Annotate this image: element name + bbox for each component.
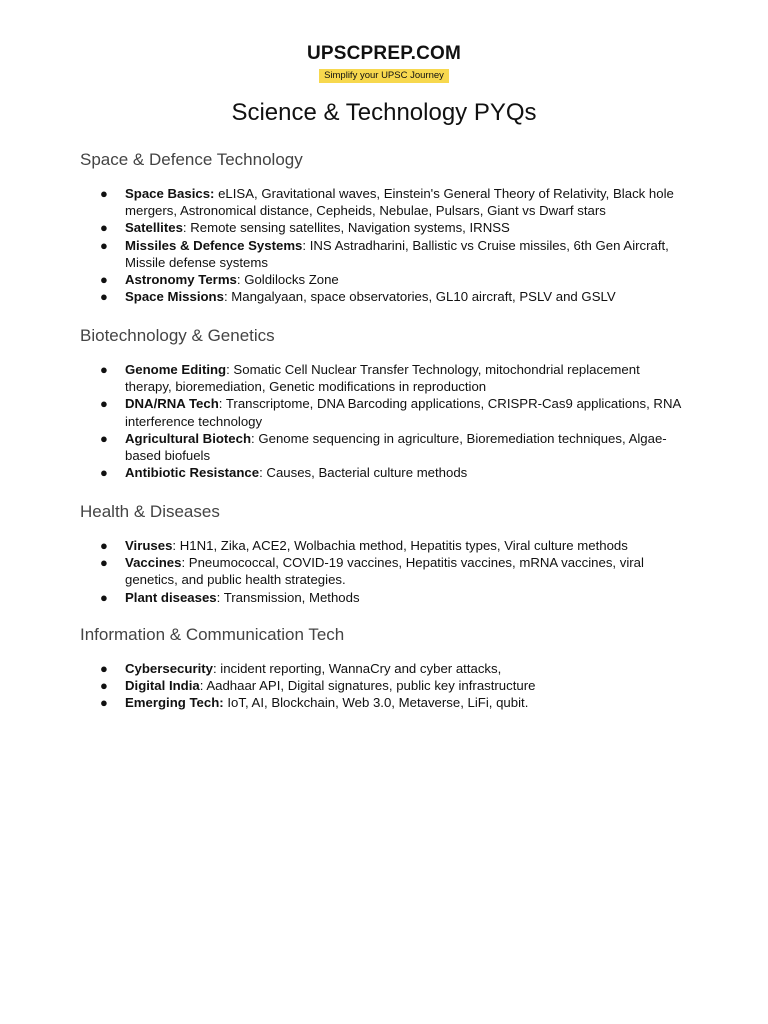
item-label: DNA/RNA Tech	[125, 396, 219, 412]
item-text: : Aadhaar API, Digital signatures, public key infrastructure	[199, 678, 536, 694]
item-label: Viruses	[125, 538, 173, 553]
bullet-icon: ●	[100, 220, 108, 236]
item-text: : Transcriptome, DNA Barcoding applications, CRISPR-Cas9 applications, RNA interference technology	[125, 396, 681, 429]
item-text: : Goldilocks Zone	[236, 272, 339, 288]
bullet-icon: ●	[100, 362, 108, 377]
section-health-diseases	[80, 502, 690, 606]
bullet-icon: ●	[100, 289, 108, 305]
section-heading: Space & Defence Technology	[80, 150, 303, 169]
item-label: Genome Editing	[125, 362, 227, 377]
item-label: Missiles & Defence Systems	[125, 237, 303, 253]
bullet-icon: ●	[100, 589, 108, 605]
list-item	[80, 464, 690, 481]
item-label: Satellites	[125, 220, 183, 236]
bullet-icon: ●	[100, 538, 108, 553]
item-text: : incident reporting, WannaCry and cyber attacks,	[212, 661, 502, 676]
section-ict	[80, 625, 690, 712]
item-label: Astronomy Terms	[125, 272, 237, 288]
section-biotech-genetics	[80, 326, 690, 481]
item-text: IoT, AI, Blockchain, Web 3.0, Metaverse, LiFi, qubit.	[223, 695, 529, 711]
bullet-icon: ●	[100, 465, 108, 481]
item-text: eLISA, Gravitational waves, Einstein's General Theory of Relativity, Black hole mergers, Astronomical distance, Cepheids, Nebulae, Pulsars, Giant vs Dwarf stars	[125, 186, 674, 219]
section-heading: Information & Communication Tech	[80, 625, 345, 644]
brand-header	[0, 43, 768, 83]
bullet-icon: ●	[100, 678, 108, 694]
item-text: : Somatic Cell Nuclear Transfer Technology, mitochondrial replacement therapy, bioremediation, Genetic modifications in reproduction	[125, 362, 640, 395]
list-item	[80, 361, 690, 395]
bullet-icon: ●	[100, 186, 108, 201]
item-text: : Remote sensing satellites, Navigation systems, IRNSS	[182, 220, 510, 236]
list-item	[80, 694, 690, 711]
item-text: : Pneumococcal, COVID-19 vaccines, Hepatitis vaccines, mRNA vaccines, viral genetics, and public health strategies.	[125, 555, 644, 588]
section-heading: Biotechnology & Genetics	[80, 326, 275, 345]
brand-logo: UPSCPREP.COM	[306, 43, 462, 64]
list-item	[80, 271, 690, 288]
item-label: Emerging Tech:	[125, 695, 224, 711]
bullet-icon: ●	[100, 272, 108, 288]
list-item	[80, 185, 690, 219]
list-item	[80, 554, 690, 588]
bullet-list	[80, 537, 690, 606]
bullet-icon: ●	[100, 237, 108, 253]
item-text: : Transmission, Methods	[216, 589, 360, 605]
item-text: : Causes, Bacterial culture methods	[259, 465, 468, 481]
bullet-icon: ●	[100, 430, 108, 446]
bullet-list	[80, 660, 690, 712]
item-label: Plant diseases	[125, 589, 217, 605]
item-label: Digital India	[125, 678, 200, 694]
list-item	[80, 660, 690, 677]
item-text: : Mangalyaan, space observatories, GL10 aircraft, PSLV and GSLV	[223, 289, 616, 305]
item-label: Vaccines	[125, 555, 182, 571]
item-label: Antibiotic Resistance	[125, 465, 260, 481]
bullet-list	[80, 185, 690, 305]
list-item	[80, 677, 690, 694]
item-label: Space Basics:	[125, 186, 215, 201]
list-item	[80, 237, 690, 271]
bullet-icon: ●	[100, 661, 108, 676]
item-text: : H1N1, Zika, ACE2, Wolbachia method, Hepatitis types, Viral culture methods	[172, 538, 628, 553]
list-item	[80, 537, 690, 554]
bullet-icon: ●	[100, 555, 108, 571]
list-item	[80, 288, 690, 305]
section-heading: Health & Diseases	[80, 502, 220, 521]
bullet-list	[80, 361, 690, 481]
list-item	[80, 219, 690, 236]
bullet-icon: ●	[100, 695, 108, 711]
item-text: : INS Astradharini, Ballistic vs Cruise missiles, 6th Gen Aircraft, Missile defense systems	[125, 237, 669, 270]
bullet-icon: ●	[100, 396, 108, 412]
item-text: : Genome sequencing in agriculture, Bioremediation techniques, Algae-based biofuels	[125, 430, 667, 464]
list-item	[80, 395, 690, 429]
list-item	[80, 430, 690, 464]
item-label: Cybersecurity	[125, 661, 213, 676]
brand-tagline: Simplify your UPSC Journey	[319, 69, 449, 83]
item-label: Agricultural Biotech	[125, 430, 252, 446]
section-space-defence	[80, 150, 690, 305]
list-item	[80, 589, 690, 606]
item-label: Space Missions	[125, 289, 224, 305]
page-title: Science & Technology PYQs	[231, 99, 537, 126]
